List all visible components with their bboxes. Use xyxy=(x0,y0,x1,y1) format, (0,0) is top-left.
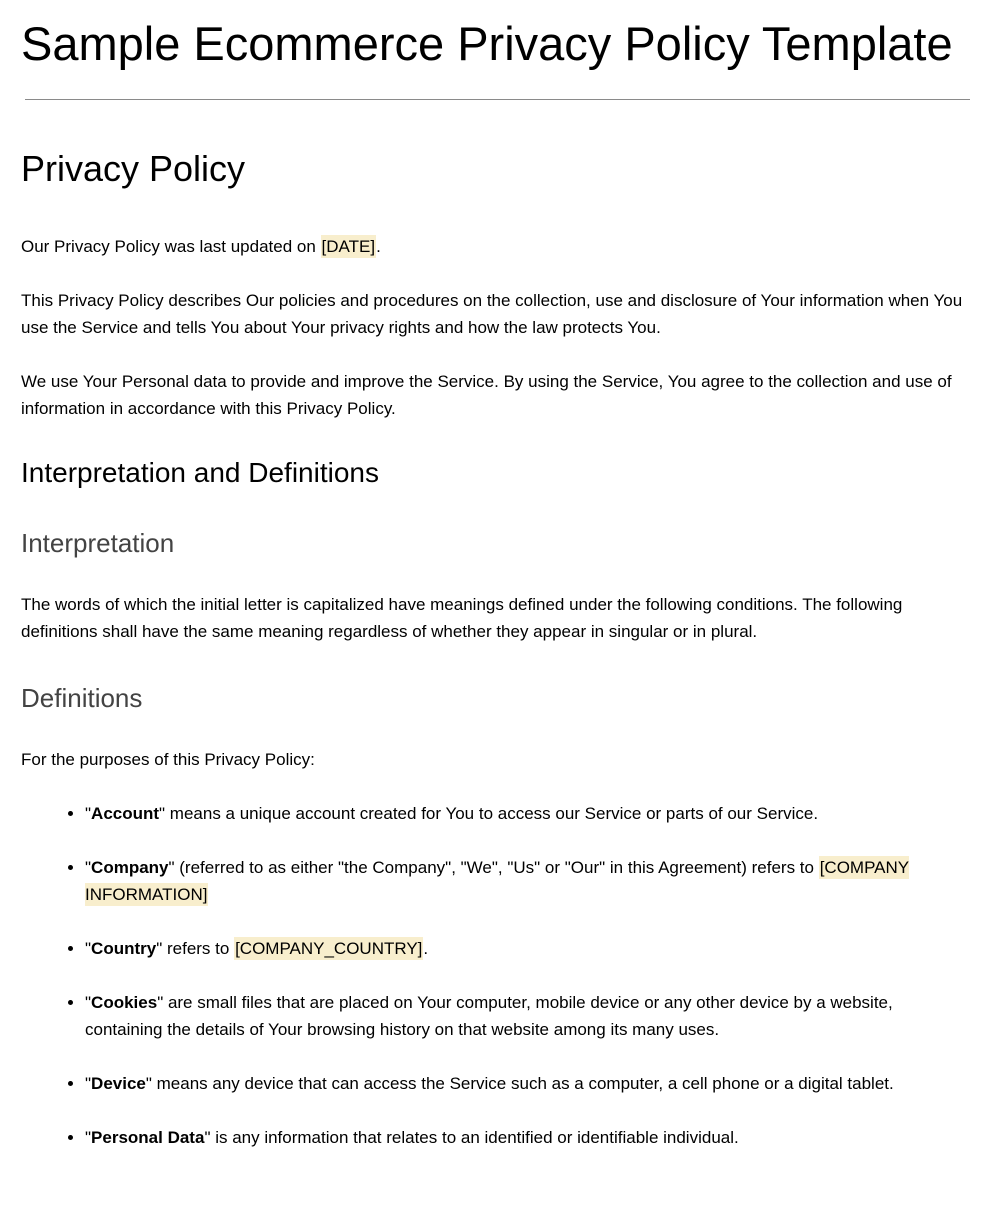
text-segment: Our Privacy Policy was last updated on xyxy=(21,237,321,256)
interpretation-heading: Interpretation xyxy=(21,528,175,558)
definitions-heading: Definitions xyxy=(21,683,143,713)
text-segment: " is any information that relates to an identified or identifiable individual. xyxy=(204,1128,739,1147)
definition-item xyxy=(85,1070,974,1097)
text-segment: " are small files that are placed on Your computer, mobile device or any other device by a website, containing the details of Your browsing history on that website among its many uses. xyxy=(85,993,893,1039)
definition-term: Company xyxy=(91,858,169,877)
placeholder-highlight: [COMPANY_COUNTRY] xyxy=(235,939,423,958)
definition-item xyxy=(85,854,974,908)
policy-description-paragraph: This Privacy Policy describes Our policies and procedures on the collection, use and disclosure of Your information when You use the Service and tells You about Your privacy rights and how the law protects You. xyxy=(21,291,963,337)
definition-term: Device xyxy=(91,1074,146,1093)
interpretation-and-definitions-heading: Interpretation and Definitions xyxy=(21,457,379,488)
definition-item xyxy=(85,935,974,962)
definition-term: Cookies xyxy=(91,993,158,1012)
text-segment: " refers to xyxy=(156,939,235,958)
document-title: Sample Ecommerce Privacy Policy Template xyxy=(21,17,953,70)
text-segment: " xyxy=(85,804,92,823)
text-segment: " xyxy=(85,858,92,877)
definitions-intro-paragraph: For the purposes of this Privacy Policy: xyxy=(21,750,315,769)
privacy-policy-document xyxy=(21,16,974,1151)
text-segment: " xyxy=(85,993,92,1012)
text-segment: " means a unique account created for You to access our Service or parts of our Service. xyxy=(159,804,819,823)
privacy-policy-heading: Privacy Policy xyxy=(21,148,246,189)
text-segment: . xyxy=(376,237,381,256)
definition-term: Country xyxy=(91,939,157,958)
text-segment: " xyxy=(85,1074,92,1093)
text-segment: . xyxy=(423,939,429,958)
definition-item xyxy=(85,800,974,827)
placeholder-highlight: [COMPANY INFORMATION] xyxy=(85,858,910,904)
interpretation-paragraph: The words of which the initial letter is capitalized have meanings defined under the following conditions. The following definitions shall have the same meaning regardless of whether they appear in singular or in plural. xyxy=(21,595,903,641)
definition-item xyxy=(85,989,974,1043)
text-segment: " means any device that can access the Service such as a computer, a cell phone or a digital tablet. xyxy=(145,1074,894,1093)
personal-data-use-paragraph: We use Your Personal data to provide and improve the Service. By using the Service, You agree to the collection and use of information in accordance with this Privacy Policy. xyxy=(21,372,952,418)
definition-item xyxy=(85,1124,974,1151)
title-divider xyxy=(25,99,970,100)
text-segment: " xyxy=(85,939,92,958)
placeholder-highlight: [DATE] xyxy=(321,237,376,256)
last-updated-paragraph xyxy=(21,233,974,260)
text-segment: " xyxy=(85,1128,92,1147)
definitions-list xyxy=(21,800,974,1151)
definition-term: Personal Data xyxy=(91,1128,205,1147)
definition-term: Account xyxy=(91,804,160,823)
text-segment: " (referred to as either "the Company", "We", "Us" or "Our" in this Agreement) refers to xyxy=(168,858,819,877)
